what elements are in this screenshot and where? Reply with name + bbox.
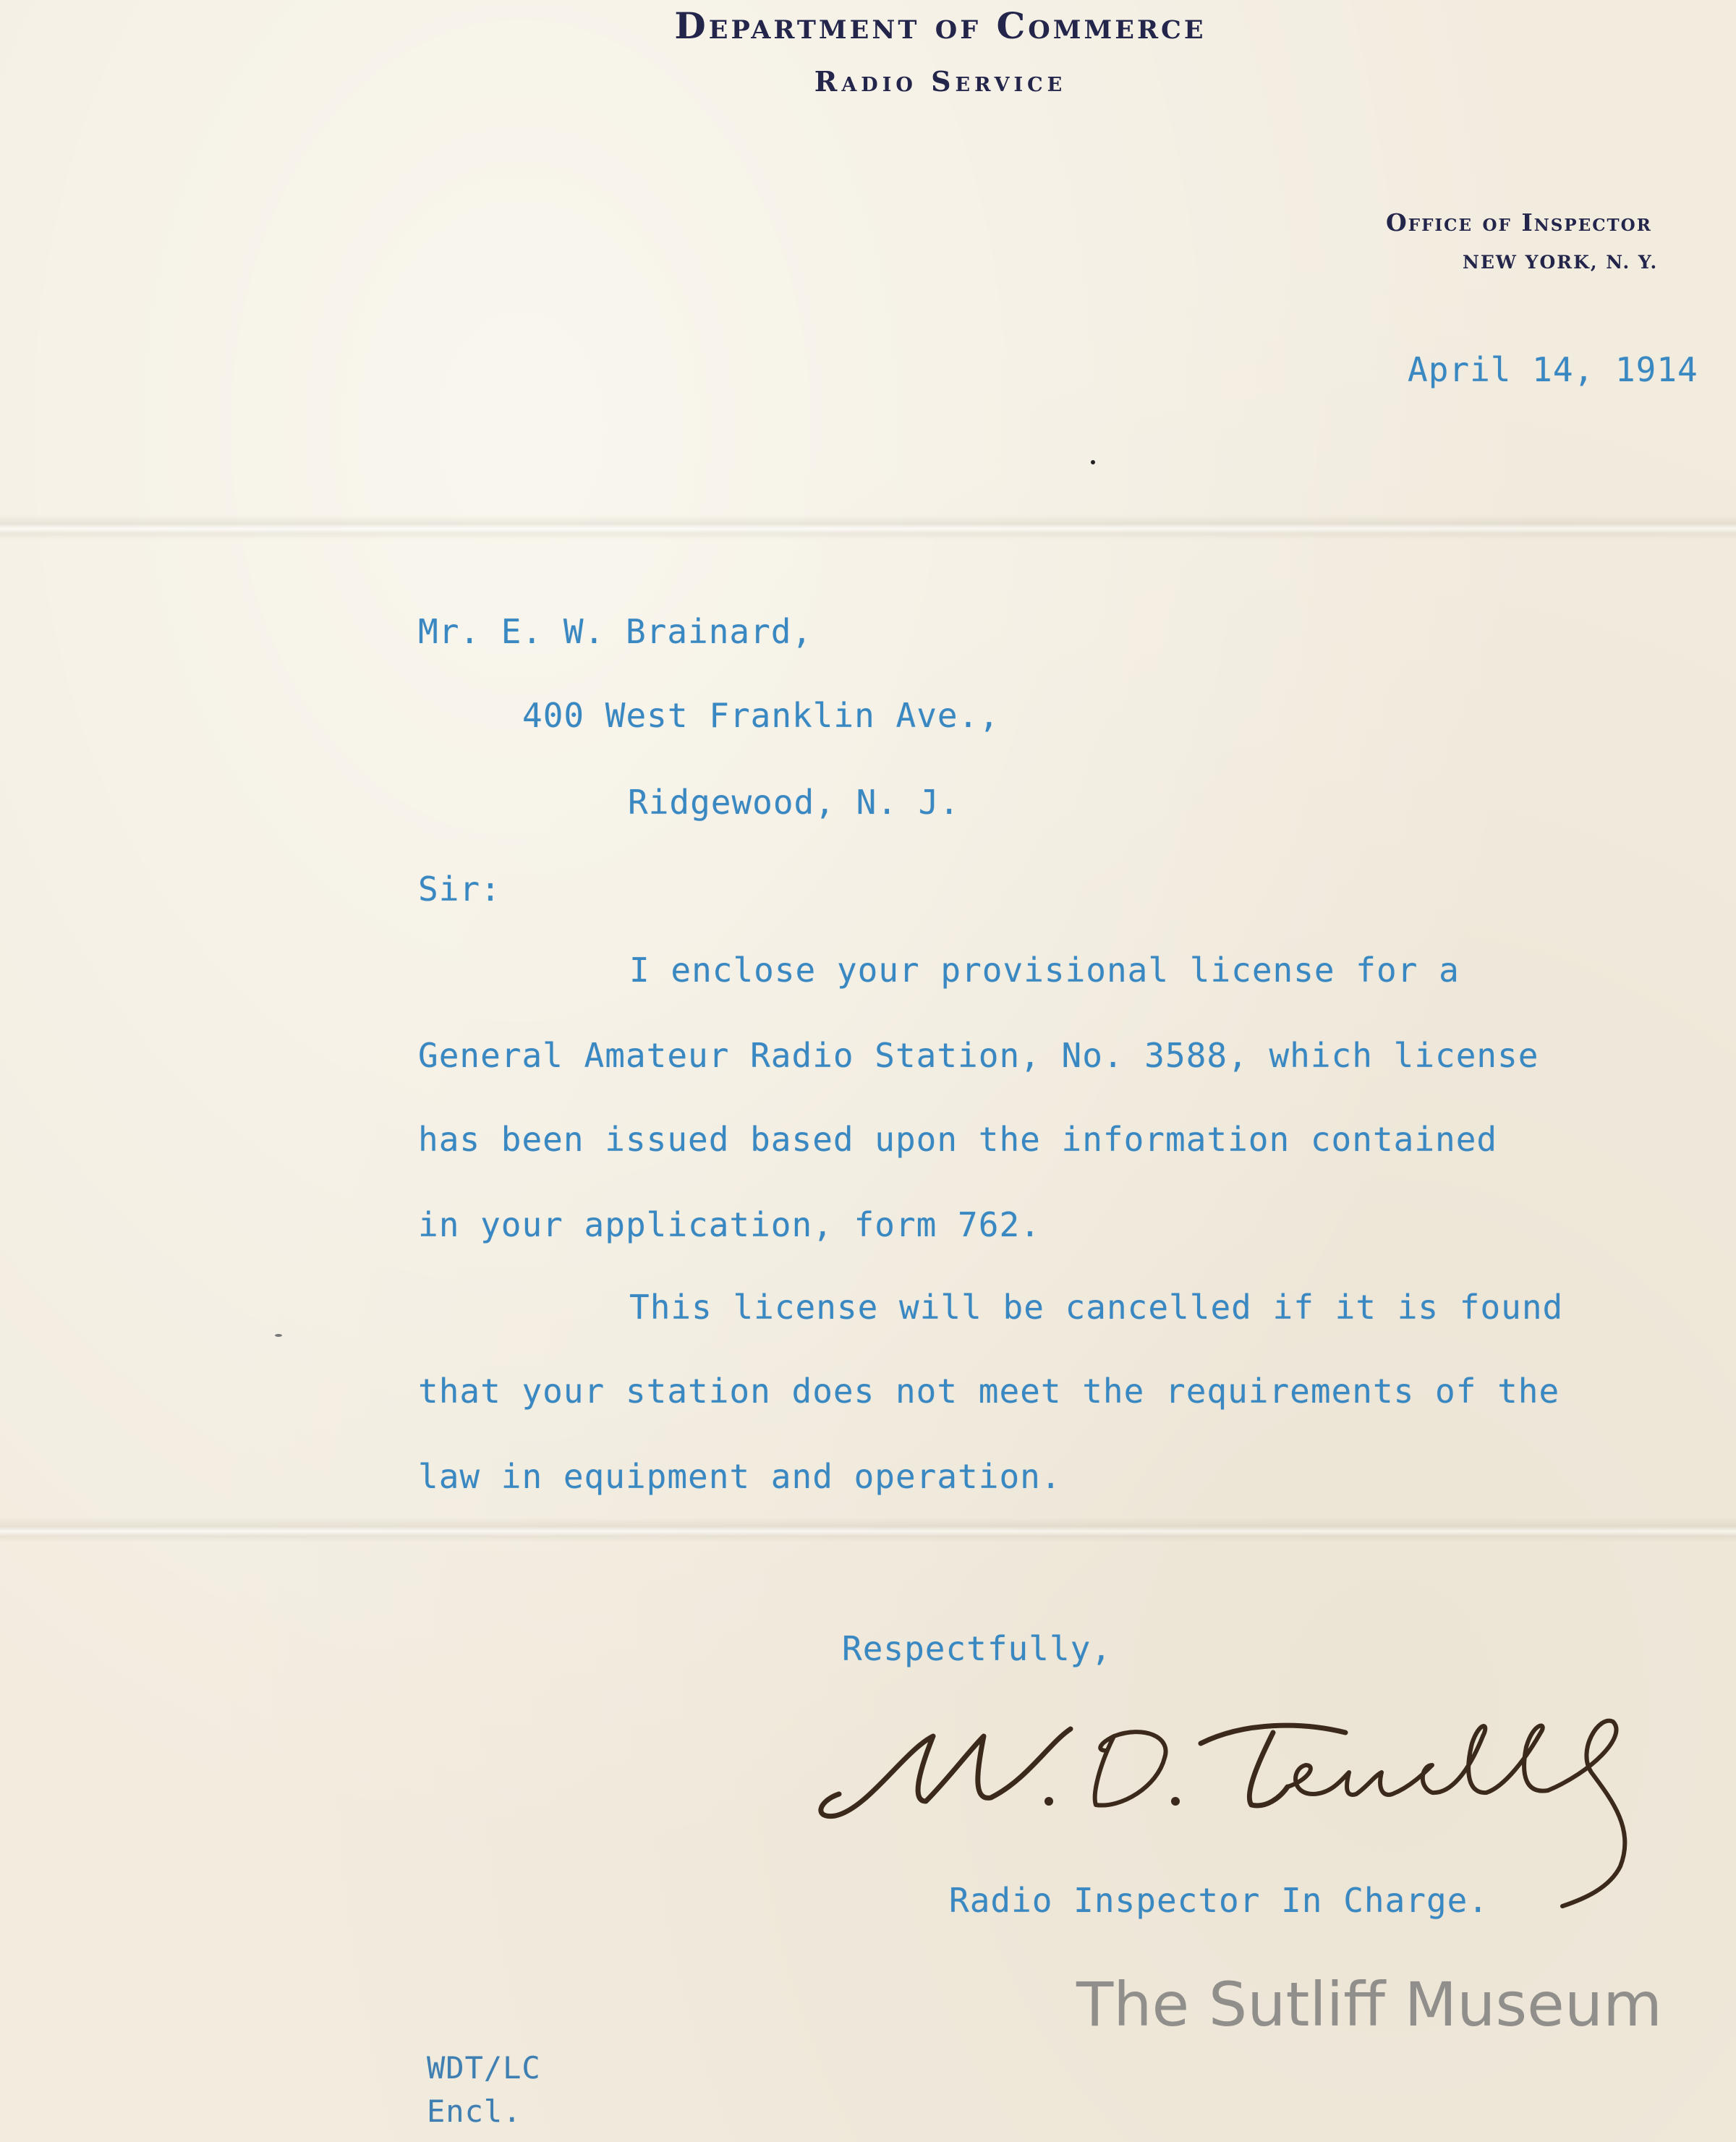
paper-fold-lower xyxy=(0,1518,1736,1542)
body-line: General Amateur Radio Station, No. 3588, which license xyxy=(418,1036,1539,1075)
body-line: This license will be cancelled if it is found xyxy=(629,1288,1564,1327)
body-line: has been issued based upon the information contained xyxy=(418,1120,1498,1159)
salutation: Sir: xyxy=(418,870,501,909)
body-line: I enclose your provisional license for a xyxy=(629,951,1460,990)
museum-watermark: The Sutliff Museum xyxy=(1076,1969,1662,2040)
typist-initials: WDT/LC xyxy=(427,2050,541,2086)
body-line: that your station does not meet the requirements of the xyxy=(418,1372,1560,1411)
closing: Respectfully, xyxy=(842,1629,1112,1668)
handwritten-signature xyxy=(810,1693,1707,1910)
letterhead-department: Department of Commerce xyxy=(674,4,1207,47)
enclosure-note: Encl. xyxy=(427,2094,522,2129)
body-line: in your application, form 762. xyxy=(418,1205,1041,1244)
recipient-name: Mr. E. W. Brainard, xyxy=(418,612,813,651)
recipient-city: Ridgewood, N. J. xyxy=(628,783,961,822)
letterhead-office-city: NEW YORK, N. Y. xyxy=(1463,252,1659,273)
letterhead-service: Radio Service xyxy=(814,65,1067,98)
paper-speck xyxy=(1091,460,1095,464)
letter-date: April 14, 1914 xyxy=(1408,350,1698,389)
signer-title: Radio Inspector In Charge. xyxy=(949,1881,1489,1920)
paper-speck xyxy=(275,1334,282,1337)
body-line: law in equipment and operation. xyxy=(418,1457,1062,1496)
paper-fold-upper xyxy=(0,515,1736,540)
recipient-street: 400 West Franklin Ave., xyxy=(522,696,1000,735)
letterhead-office: Office of Inspector xyxy=(1386,208,1652,237)
